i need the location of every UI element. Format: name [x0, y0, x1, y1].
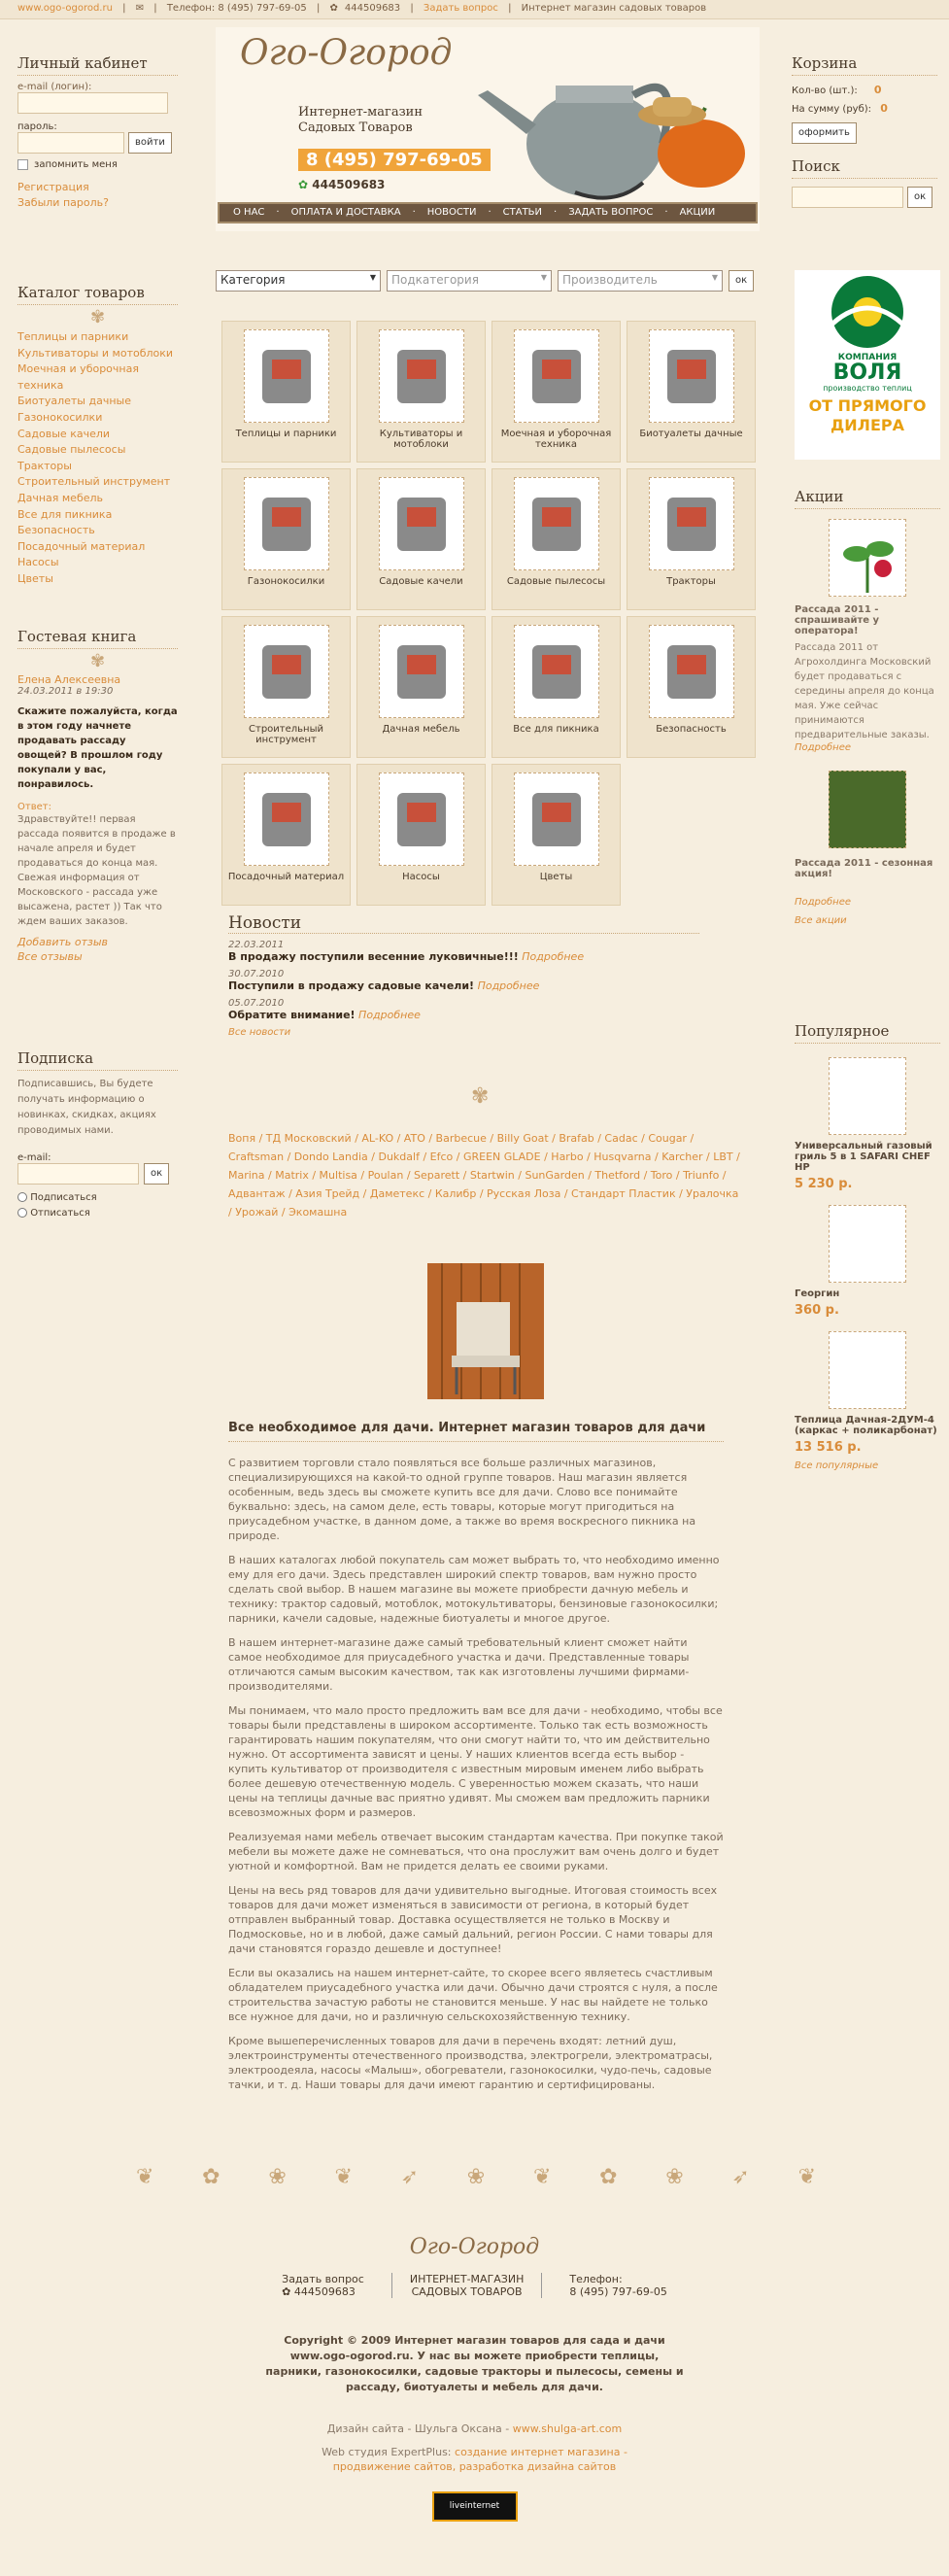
leaf-icon: ✿ [202, 2165, 220, 2189]
popular-item-image [829, 1205, 906, 1283]
subscribe-text: Подписавшись, Вы будете получать информацию о новинках, скидках, акциях проводимых нами. [17, 1079, 156, 1136]
footer-ornaments [136, 2165, 816, 2189]
subscribe-title: Подписка [17, 1049, 178, 1071]
banner-name: ВОЛЯ [832, 361, 902, 385]
article-paragraph: Мы понимаем, что мало просто предложить вам все для дачи - необходимо, чтобы все товары были представлены в широком ассортименте. Только так есть возможность гарантировать нашим покупателям, что они смогут найти то, что им действительно нужно. От ассортимента зависят и цены. У наших клиентов всегда есть выбор - купить культиватор от производителя с известным мировым именем либо выбрать более дешевую отечественную модель. С уверенностью можем сказать, что наши цены на теплицы дачные вас приятно удивят. Мы сможем вам предложить парники всевозможных форм и размеров. [228, 1704, 723, 1819]
article-paragraph: Кроме вышеперечисленных товаров для дачи в перечень входят: летний душ, электроинструменты отечественного производства, электрогрели, электроматрасы, электроодеяла, насосы «Малыш», обогреватели, газонокосилки, чудо-печь, садовые тачки, и т. д. Наши товары для дачи имеют гарантию и сертифицированы. [228, 2035, 713, 2091]
search-block [792, 157, 937, 208]
category-tile[interactable] [356, 321, 486, 463]
unsubscribe-option: Отписаться [30, 1208, 90, 1219]
article-paragraph: Цены на весь ряд товаров для дачи удивительно выгодные. Итоговая стоимость всех товаров для дачи может изменяться в зависимости от региона, в который будет отправлен выбранный товар. Доставка осуществляется не только в Москву и Подмосковье, но и в любой, даже самый дальний, регион России. С нами товары для дачи становятся гораздо дешевле и доступнее! [228, 1884, 718, 1955]
category-tile[interactable] [491, 321, 621, 463]
article-paragraph: С развитием торговли стало появляться все больше различных магазинов, специализирующихся на какой-то одной группе товаров. Наш магазин является особенным, ведь здесь вы сможете купить все для дачи. Слово все понимайте буквально: здесь, на самом деле, есть товары, которые могут пригодиться на приусадебном участке, в данном доме, а также во время воскресного пикника на природе. [228, 1457, 696, 1542]
catalog-item[interactable]: Все для пикника [17, 507, 113, 521]
category-tile[interactable] [627, 468, 756, 610]
popular-item-image [829, 1331, 906, 1409]
main-nav [218, 202, 758, 223]
article-title: Все необходимое для дачи. Интернет магазин товаров для дачи [228, 1421, 724, 1442]
cherry-icon: ❦ [136, 2165, 154, 2189]
subcategory-select[interactable] [387, 270, 552, 292]
category-tile-label: Садовые пылесосы [506, 576, 606, 587]
catalog-item[interactable]: Тракторы [17, 459, 72, 472]
gb-add-link[interactable]: Добавить отзыв [17, 936, 109, 948]
catalog-item[interactable]: Цветы [17, 571, 53, 585]
news-more-link[interactable]: Подробнее [477, 979, 540, 992]
login-button[interactable]: войти [128, 132, 172, 154]
onion-icon: ❀ [268, 2165, 287, 2189]
studio-credit [0, 2445, 949, 2474]
volya-banner[interactable] [795, 270, 940, 460]
category-tile[interactable] [491, 616, 621, 758]
popular-item[interactable] [795, 1057, 940, 1191]
category-tile[interactable] [356, 764, 486, 906]
flowers-image [514, 773, 599, 866]
flower-ornament-icon: ✾ [89, 651, 106, 671]
slogan-line2: Садовых Товаров [298, 120, 413, 135]
catalog-item[interactable]: Садовые качели [17, 427, 111, 440]
carrot-icon: ➶ [731, 2165, 750, 2189]
top-tagline: Интернет магазин садовых товаров [521, 3, 707, 14]
news-list [228, 940, 699, 1021]
all-news-link[interactable]: Все новости [228, 1027, 291, 1038]
email-label: e-mail (логин): [17, 82, 92, 92]
catalog-list [17, 329, 178, 588]
top-icq: 444509683 [344, 3, 401, 14]
popular-item-name[interactable]: Георгин [795, 1288, 840, 1299]
footer-copyright [0, 2333, 949, 2395]
maker-value: Производитель [562, 273, 658, 287]
bbq-image [514, 625, 599, 718]
nav-item[interactable]: ЗАДАТЬ ВОПРОС [568, 207, 654, 218]
popular-item-price: 5 230 р. [795, 1177, 853, 1191]
chainsaw-image [244, 625, 329, 718]
popular-item[interactable] [795, 1205, 940, 1318]
catalog-item[interactable]: Посадочный материал [17, 539, 146, 553]
news-date: 30.07.2010 [228, 969, 285, 979]
flower-ornament-icon: ✾ [89, 307, 106, 327]
category-tile[interactable] [627, 321, 756, 463]
footer-contacts [0, 2273, 949, 2298]
nav-separator: · [412, 207, 416, 218]
category-tile-label: Цветы [539, 872, 573, 882]
category-tile-label: Садовые качели [379, 576, 463, 587]
studio-link-2[interactable]: продвижение сайтов, разработка дизайна сайтов [332, 2460, 617, 2473]
popular-item-name[interactable]: Универсальный газовый гриль 5 в 1 SAFARI CHEF HP [795, 1141, 932, 1173]
category-tile[interactable] [491, 468, 621, 610]
carrot-icon: ➶ [400, 2165, 420, 2189]
icq-icon: ✿ [282, 2285, 291, 2298]
promo-title: Акции [795, 488, 940, 509]
footer-shop2: САДОВЫХ ТОВАРОВ [411, 2285, 523, 2298]
top-bar [0, 0, 949, 19]
category-tile-label: Строительный инструмент [249, 724, 323, 745]
banner-company: КОМПАНИЯ [837, 353, 898, 362]
search-title: Поиск [792, 157, 937, 179]
search-input[interactable] [792, 187, 903, 208]
news-date: 05.07.2010 [228, 998, 285, 1009]
copy-line1: Copyright © 2009 Интернет магазин товаров для сада и дачи [284, 2334, 665, 2347]
cart-count-label: Кол-во (шт.): [792, 86, 858, 96]
gb-question: Скажите пожалуйста, когда в этом году начнете продавать рассаду овощей? В прошлом году покупали у вас, понравилось. [17, 706, 178, 790]
promo1-more[interactable]: Подробнее [795, 742, 852, 753]
guestbook-block [17, 628, 178, 964]
news-item [228, 940, 699, 963]
design-credit [0, 2422, 949, 2435]
all-promo-link[interactable]: Все акции [795, 915, 847, 926]
top-phone: Телефон: 8 (495) 797-69-05 [166, 3, 307, 14]
seedling-image[interactable] [829, 519, 906, 597]
top-ask-link[interactable]: Задать вопрос [423, 3, 498, 14]
password-input[interactable] [17, 132, 124, 154]
category-value: Категория [220, 273, 286, 287]
subcategory-value: Подкатегория [391, 273, 479, 287]
catalog-block [17, 284, 178, 588]
chevron-down-icon: ▼ [711, 273, 718, 282]
news-text[interactable]: Поступили в продажу садовые качели! [228, 979, 475, 992]
news-item [228, 969, 699, 992]
chair-image [379, 625, 464, 718]
article-paragraph: В наших каталогах любой покупатель сам может выбрать то, что необходимо именно ему для его дачи. Здесь представлен широкий спектр товаров, вам нужно просто сделать свой выбор. В нашем магазине вы можете приобрести дачную мебель и технику: трактор садовый, мотоблок, мотокультиваторы, бензиновые газонокосилки; парники, качели садовые, надежные биотуалеты и многое другое. [228, 1554, 720, 1625]
password-label: пароль: [17, 121, 57, 132]
category-tile-label: Культиваторы и мотоблоки [379, 429, 463, 450]
catalog-item[interactable]: Безопасность [17, 524, 95, 537]
copy-line3: парники, газонокосилки, садовые тракторы и пылесосы, семены и [265, 2365, 684, 2378]
seedling-tray-image[interactable] [829, 771, 906, 848]
banner-sub: производство теплиц [823, 384, 912, 393]
tractor-image [649, 477, 734, 570]
separator: | [316, 3, 321, 14]
promo1-text: Рассада 2011 от Агрохолдинга Московский будет продаваться с середины апреля до конца мая. Уже сейчас принимаются предварительные заказы. [795, 642, 934, 740]
category-tile-label: Моечная и уборочная техника [500, 429, 612, 450]
category-select[interactable] [216, 270, 381, 292]
footer-tel: 8 (495) 797-69-05 [569, 2285, 667, 2298]
studio-link[interactable]: создание интернет магазина - [455, 2446, 627, 2458]
copy-line2: www.ogo-ogorod.ru. У нас вы можете приобрести теплицы, [289, 2350, 660, 2362]
catalog-item[interactable]: Биотуалеты дачные [17, 395, 131, 408]
popular-item-name[interactable]: Теплица Дачная-2ДУМ-4 (каркас + поликарбонат) [795, 1415, 937, 1436]
slogan [298, 105, 423, 136]
camera-image [649, 625, 734, 718]
promo2-title[interactable]: Рассада 2011 - сезонная акция! [795, 858, 933, 879]
category-tile-label: Безопасность [656, 724, 727, 735]
footer-logo[interactable]: Ого-Огород [409, 2235, 540, 2259]
catalog-item[interactable]: Насосы [17, 556, 59, 569]
catalog-item[interactable]: Моечная и уборочная техника [17, 362, 139, 392]
separator: | [153, 3, 157, 14]
chevron-down-icon: ▼ [369, 273, 376, 282]
unsubscribe-radio[interactable] [17, 1208, 27, 1218]
remember-checkbox[interactable] [17, 159, 28, 170]
gb-date: 24.03.2011 в 19:30 [17, 686, 114, 697]
cart-title: Корзина [792, 54, 937, 76]
cart-count: 0 [873, 84, 882, 96]
garden-chair-image [418, 1258, 554, 1404]
nav-item[interactable]: НОВОСТИ [426, 207, 477, 218]
banner-line1: ОТ ПРЯМОГО [808, 396, 927, 415]
catalog-item[interactable]: Садовые пылесосы [17, 443, 126, 457]
category-tile[interactable] [221, 321, 351, 463]
footer-ask[interactable]: Задать вопрос [282, 2273, 364, 2285]
article-paragraph: Если вы оказались на нашем интернет-сайте, то скорее всего являетесь счастливым обладателем приусадебного участка или дачи. Обычно дачи строятся с нуля, а после строительства зачастую работы не становится меньше. У нас вы найдете не только все нужное для дачи, но и различную сельскохозяйственную технику. [228, 1967, 718, 2023]
catalog-item[interactable]: Теплицы и парники [17, 330, 129, 343]
banner-line2: ДИЛЕРА [830, 416, 904, 434]
news-more-link[interactable]: Подробнее [522, 950, 585, 963]
pump-image [379, 773, 464, 866]
seedling-icon [830, 520, 905, 596]
promo2-more[interactable]: Подробнее [795, 897, 852, 908]
icq-icon: ✿ [298, 178, 309, 191]
header-icq [298, 178, 385, 191]
onion-icon: ❀ [665, 2165, 684, 2189]
category-tile[interactable] [221, 764, 351, 906]
nav-item[interactable]: ОПЛАТА И ДОСТАВКА [290, 207, 401, 218]
account-title: Личный кабинет [17, 54, 178, 76]
popular-block [795, 1022, 940, 1471]
flower-ornament-icon: ✾ [471, 1084, 490, 1109]
header-illustration [478, 37, 760, 207]
mail-icon[interactable]: ✉ [135, 3, 145, 14]
greenhouse-image [244, 329, 329, 423]
register-link[interactable]: Регистрация [17, 181, 89, 193]
header-icq-number: 444509683 [312, 178, 386, 191]
logo[interactable]: Ого-Огород [240, 33, 453, 73]
news-title: Новости [228, 913, 699, 934]
chevron-down-icon: ▼ [540, 273, 547, 282]
gb-author[interactable]: Елена Алексеевна [17, 673, 121, 686]
mower-image [244, 477, 329, 570]
category-tile-label: Дачная мебель [382, 724, 460, 735]
article [228, 1421, 724, 2102]
gb-all-link[interactable]: Все отзывы [17, 950, 83, 963]
category-tile-label: Посадочный материал [227, 872, 345, 882]
article-paragraph: Реализуемая нами мебель отвечает высоким стандартам качества. При покупке такой мебели вы можете даже не сомневаться, что она прослужит вам очень долго и будет уютной и комфортной. Вам не придется делать ее своими руками. [228, 1831, 724, 1872]
icq-icon: ✿ [329, 3, 338, 14]
catalog-title: Каталог товаров [17, 284, 178, 305]
liveinternet-counter[interactable]: liveinternet [432, 2491, 518, 2522]
category-tile[interactable] [627, 616, 756, 758]
copy-line4: рассаду, биотуалеты и мебель для дачи. [346, 2381, 603, 2393]
category-tile[interactable] [221, 616, 351, 758]
article-paragraph: В нашем интернет-магазине даже самый требовательный клиент сможет найти самое необходимое для приусадебного участка и дачи. Представленные товары отличаются самым высоким качеством, так как изготовлены лучшими фирмами-производителями. [228, 1636, 690, 1693]
sub-ok-button[interactable]: ок [144, 1163, 169, 1185]
site-link[interactable]: www.ogo-ogorod.ru [17, 3, 113, 14]
separator: | [508, 3, 512, 14]
nav-item[interactable]: О НАС [233, 207, 265, 218]
cart-sum: 0 [880, 102, 888, 115]
search-button[interactable]: ок [907, 187, 932, 208]
footer-icq: 444509683 [293, 2285, 356, 2298]
swing-image [379, 477, 464, 570]
vacuum-image [514, 477, 599, 570]
sub-email-input[interactable] [17, 1163, 139, 1185]
popular-title: Популярное [795, 1022, 940, 1044]
toilet-image [649, 329, 734, 423]
catalog-item[interactable]: Культиваторы и мотоблоки [17, 346, 174, 360]
subscribe-block [17, 1049, 178, 1221]
nav-item[interactable]: СТАТЬИ [502, 207, 543, 218]
cherry-icon: ❦ [334, 2165, 353, 2189]
brands-list[interactable]: Вопя / ТД Московский / AL-KO / ATO / Barbecue / Billy Goat / Brafab / Cadac / Cougar / Craftsman / Dondo Landia / Dukdalf / Efco / GREEN GLADE / Harbo / Husqvarna / Karcher / LBT / Marina / Matrix / Multisa / Poulan / Separett / Startwin / SunGarden / Thetford / Toro / Triunfo / Адвантаж / Азия Трейд / Даметекс / Калибр / Русская Лоза / Стандарт Пластик / Уралочка / Урожай / Экомашна [228, 1132, 740, 1219]
gb-answer-label: Ответ: [17, 802, 51, 812]
cherry-icon: ❦ [797, 2165, 816, 2189]
maker-select[interactable] [558, 270, 723, 292]
news-block [228, 913, 699, 1038]
slogan-line1: Интернет-магазин [298, 105, 423, 120]
subscribe-radio[interactable] [17, 1192, 27, 1202]
popular-item-price: 360 р. [795, 1303, 839, 1318]
category-tile[interactable] [356, 616, 486, 758]
remember-label: запомнить меня [34, 159, 118, 170]
nav-separator: · [488, 207, 491, 218]
promo1-title[interactable]: Рассада 2011 - спрашивайте у оператора! [795, 604, 880, 636]
nav-item[interactable]: АКЦИИ [679, 207, 716, 218]
subscribe-option: Подписаться [30, 1192, 97, 1203]
footer [0, 2235, 949, 2522]
gb-answer: Здравствуйте!! первая рассада появится в продаже в начале апреля и будет продаваться до конца мая. Свежая информация от Московского - рассада уже высажена, растет )) Так что ждем ваших заказов. [17, 814, 176, 927]
guestbook-title: Гостевая книга [17, 628, 178, 649]
filters [216, 270, 754, 292]
popular-item-image [829, 1057, 906, 1135]
news-text[interactable]: Обратите внимание! [228, 1009, 356, 1021]
filter-ok-button[interactable]: ок [729, 270, 754, 292]
cart-block [792, 54, 937, 144]
design-label: Дизайн сайта - Шульга Оксана - [326, 2422, 510, 2435]
popular-item-price: 13 516 р. [795, 1440, 862, 1455]
category-tile[interactable] [491, 764, 621, 906]
catalog-item[interactable]: Дачная мебель [17, 491, 104, 504]
forgot-link[interactable]: Забыли пароль? [17, 196, 109, 209]
header [216, 27, 760, 231]
account-block [17, 54, 178, 211]
category-tile-label: Теплицы и парники [235, 429, 337, 439]
washer-image [514, 329, 599, 423]
catalog-item[interactable]: Газонокосилки [17, 410, 103, 424]
popular-item[interactable] [795, 1331, 940, 1455]
category-tile-label: Насосы [402, 872, 440, 882]
news-item [228, 998, 699, 1021]
design-link[interactable]: www.shulga-art.com [512, 2422, 623, 2435]
flowers-image [244, 773, 329, 866]
header-phone: 8 (495) 797-69-05 [298, 149, 491, 171]
nav-separator: · [276, 207, 280, 218]
email-input[interactable] [17, 92, 168, 114]
studio-label: Web студия ExpertPlus: [322, 2446, 452, 2458]
separator: | [122, 3, 126, 14]
footer-shop1: ИНТЕРНЕТ-МАГАЗИН [409, 2273, 525, 2285]
news-more-link[interactable]: Подробнее [358, 1009, 421, 1021]
sub-email-label: e-mail: [17, 1152, 51, 1163]
category-tile-label: Все для пикника [513, 724, 599, 735]
news-date: 22.03.2011 [228, 940, 285, 950]
onion-icon: ❀ [466, 2165, 486, 2189]
cart-sum-label: На сумму (руб): [792, 104, 872, 115]
nav-separator: · [554, 207, 558, 218]
category-tile[interactable] [221, 468, 351, 610]
promo-block [795, 488, 940, 926]
category-tile-label: Газонокосилки [247, 576, 325, 587]
category-tile-label: Биотуалеты дачные [639, 429, 743, 439]
catalog-item[interactable]: Строительный инструмент [17, 475, 171, 489]
cherry-icon: ❦ [532, 2165, 552, 2189]
category-tile[interactable] [356, 468, 486, 610]
cultivator-image [379, 329, 464, 423]
volya-logo-icon [809, 274, 926, 350]
category-tile-label: Тракторы [666, 576, 716, 587]
separator: | [410, 3, 414, 14]
checkout-button[interactable]: оформить [792, 122, 857, 144]
all-popular-link[interactable]: Все популярные [795, 1460, 879, 1471]
news-text[interactable]: В продажу поступили весенние луковичные!!! [228, 950, 519, 963]
nav-separator: · [664, 207, 668, 218]
leaf-icon: ✿ [599, 2165, 618, 2189]
footer-tel-label: Телефон: [569, 2273, 623, 2285]
